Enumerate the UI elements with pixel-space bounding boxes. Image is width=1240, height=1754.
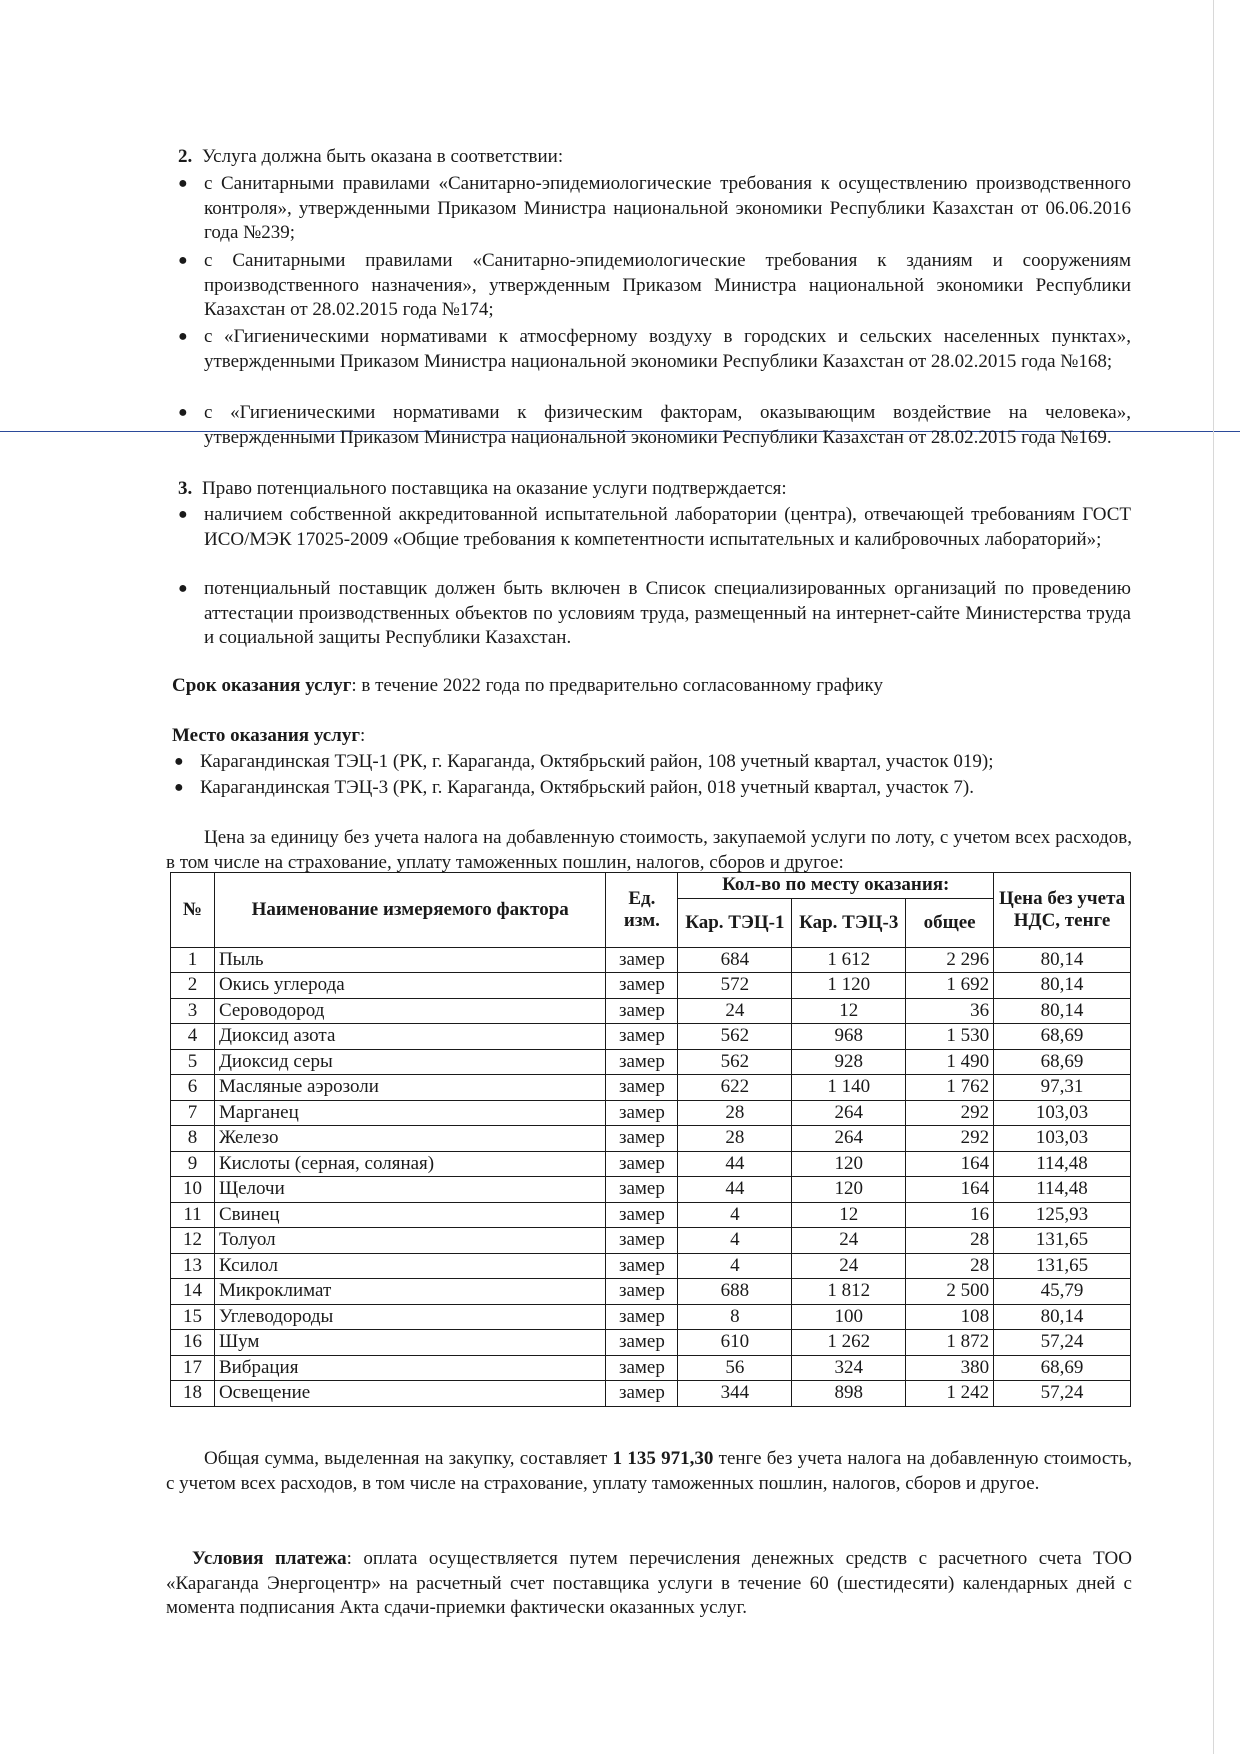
payment-terms [166, 1547, 1132, 1621]
cell-tec3: 968 [792, 1024, 906, 1050]
total-sum-amount: 1 135 971,30 [612, 1448, 714, 1469]
table-row [171, 1304, 1131, 1330]
cell-price: 68,69 [994, 1024, 1131, 1050]
cell-tec1: 4 [678, 1228, 792, 1254]
col-header-tec1: Кар. ТЭЦ-1 [678, 898, 792, 947]
cell-name: Толуол [214, 1228, 605, 1254]
bullet-item [178, 577, 1131, 651]
table-row [171, 1330, 1131, 1356]
col-header-num: № [171, 873, 215, 948]
cell-name: Диоксид азота [214, 1024, 605, 1050]
cell-tec3: 1 612 [792, 947, 906, 973]
bullet-text: потенциальный поставщик должен быть включен в Список специализированных организаций по проведению аттестации производственных объектов по условиям труда, размещенный на интернет-сайте Министерства труда и социальной защиты Республики Казахстан. [204, 578, 1131, 648]
table-row [171, 1253, 1131, 1279]
cell-total: 36 [906, 998, 994, 1024]
cell-num: 17 [171, 1355, 215, 1381]
cell-unit: замер [606, 1304, 678, 1330]
cell-price: 57,24 [994, 1381, 1131, 1407]
cell-name: Щелочи [214, 1177, 605, 1203]
cell-price: 68,69 [994, 1355, 1131, 1381]
bullet-item [178, 401, 1131, 450]
cell-total: 28 [906, 1228, 994, 1254]
cell-tec1: 4 [678, 1253, 792, 1279]
cell-tec3: 928 [792, 1049, 906, 1075]
cell-tec3: 24 [792, 1228, 906, 1254]
cell-name: Ксилол [214, 1253, 605, 1279]
service-term-text: : в течение 2022 года по предварительно согласованному графику [351, 675, 883, 696]
place-item-text: Карагандинская ТЭЦ-3 (РК, г. Караганда, Октябрьский район, 018 учетный квартал, участок 7). [200, 777, 974, 798]
table-row [171, 947, 1131, 973]
service-term-label: Срок оказания услуг [172, 675, 352, 696]
cell-num: 14 [171, 1279, 215, 1305]
cell-price: 68,69 [994, 1049, 1131, 1075]
cell-num: 15 [171, 1304, 215, 1330]
cell-price: 103,03 [994, 1100, 1131, 1126]
table-row [171, 1381, 1131, 1407]
cell-name: Микроклимат [214, 1279, 605, 1305]
bullet-text: с «Гигиеническими нормативами к атмосферному воздуху в городских и сельских населенных пунктах», утвержденными Приказом Министра национальной экономики Республики Казахстан от 28.02.2015 года №168; [204, 326, 1131, 372]
cell-num: 13 [171, 1253, 215, 1279]
cell-price: 80,14 [994, 973, 1131, 999]
cell-num: 16 [171, 1330, 215, 1356]
cell-total: 1 530 [906, 1024, 994, 1050]
cell-name: Кислоты (серная, соляная) [214, 1151, 605, 1177]
bullet-icon: ● [178, 175, 188, 192]
cell-unit: замер [606, 998, 678, 1024]
cell-tec3: 120 [792, 1151, 906, 1177]
cell-tec1: 56 [678, 1355, 792, 1381]
cell-price: 80,14 [994, 1304, 1131, 1330]
cell-unit: замер [606, 1381, 678, 1407]
cell-tec3: 324 [792, 1355, 906, 1381]
cell-tec1: 610 [678, 1330, 792, 1356]
cell-num: 4 [171, 1024, 215, 1050]
service-place-label: Место оказания услуг [172, 725, 360, 746]
cell-price: 103,03 [994, 1126, 1131, 1152]
cell-num: 8 [171, 1126, 215, 1152]
cell-price: 80,14 [994, 947, 1131, 973]
cell-num: 7 [171, 1100, 215, 1126]
cell-price: 97,31 [994, 1075, 1131, 1101]
cell-tec3: 264 [792, 1100, 906, 1126]
cell-unit: замер [606, 1202, 678, 1228]
payment-label: Условия платежа [192, 1548, 347, 1569]
cell-tec3: 24 [792, 1253, 906, 1279]
cell-name: Свинец [214, 1202, 605, 1228]
col-header-name: Наименование измеряемого фактора [214, 873, 605, 948]
table-row [171, 1202, 1131, 1228]
col-header-unit: Ед. изм. [606, 873, 678, 948]
cell-price: 57,24 [994, 1330, 1131, 1356]
cell-price: 131,65 [994, 1228, 1131, 1254]
bullet-item [178, 325, 1131, 374]
cell-num: 12 [171, 1228, 215, 1254]
bullet-icon: ● [178, 328, 188, 345]
place-item-text: Карагандинская ТЭЦ-1 (РК, г. Караганда, Октябрьский район, 108 учетный квартал, участок 019); [200, 751, 994, 772]
cell-unit: замер [606, 1330, 678, 1356]
cell-unit: замер [606, 973, 678, 999]
cell-total: 164 [906, 1151, 994, 1177]
cell-tec1: 688 [678, 1279, 792, 1305]
table-row [171, 1126, 1131, 1152]
cell-name: Железо [214, 1126, 605, 1152]
cell-unit: замер [606, 1279, 678, 1305]
bullet-item [178, 172, 1131, 246]
table-row [171, 1355, 1131, 1381]
cell-num: 11 [171, 1202, 215, 1228]
col-header-total: общее [906, 898, 994, 947]
cell-tec1: 8 [678, 1304, 792, 1330]
bullet-item [178, 249, 1131, 323]
cell-tec1: 562 [678, 1024, 792, 1050]
cell-tec3: 264 [792, 1126, 906, 1152]
cell-tec1: 44 [678, 1177, 792, 1203]
price-table-body [171, 947, 1131, 1406]
cell-total: 16 [906, 1202, 994, 1228]
cell-name: Сероводород [214, 998, 605, 1024]
cell-tec3: 1 140 [792, 1075, 906, 1101]
cell-tec1: 622 [678, 1075, 792, 1101]
cell-unit: замер [606, 1177, 678, 1203]
cell-total: 292 [906, 1126, 994, 1152]
place-item [174, 776, 1140, 801]
col-header-tec3: Кар. ТЭЦ-3 [792, 898, 906, 947]
cell-total: 28 [906, 1253, 994, 1279]
payment-text: : оплата осуществляется путем перечисления денежных средств с расчетного счета ТОО «Караганда Энергоцентр» на расчетный счет поставщика услуги в течение 60 (шестидесяти) календарных дней с момента подписания Акта сдачи-приемки фактически оказанных услуг. [166, 1548, 1132, 1618]
cell-total: 380 [906, 1355, 994, 1381]
cell-name: Пыль [214, 947, 605, 973]
cell-price: 114,48 [994, 1177, 1131, 1203]
bullet-item [178, 503, 1131, 552]
bullet-text: с Санитарными правилами «Санитарно-эпидемиологические требования к зданиям и сооружениям производственного назначения», утвержденным Приказом Министра национальной экономики Республики Казахстан от 28.02.2015 года №174; [204, 250, 1131, 320]
cell-tec3: 12 [792, 998, 906, 1024]
table-row [171, 1024, 1131, 1050]
bullet-icon: ● [178, 506, 188, 523]
cell-name: Окись углерода [214, 973, 605, 999]
cell-unit: замер [606, 1100, 678, 1126]
cell-num: 3 [171, 998, 215, 1024]
section-2-text: Услуга должна быть оказана в соответствии: [202, 146, 564, 167]
cell-num: 5 [171, 1049, 215, 1075]
cell-unit: замер [606, 1024, 678, 1050]
table-row [171, 1228, 1131, 1254]
cell-name: Освещение [214, 1381, 605, 1407]
cell-price: 131,65 [994, 1253, 1131, 1279]
cell-tec3: 1 120 [792, 973, 906, 999]
cell-tec1: 24 [678, 998, 792, 1024]
price-table [170, 872, 1131, 1407]
cell-num: 6 [171, 1075, 215, 1101]
cell-price: 80,14 [994, 998, 1131, 1024]
bullet-icon: ● [174, 779, 184, 796]
section-3-number: 3. [178, 478, 193, 499]
cell-tec3: 12 [792, 1202, 906, 1228]
bullet-text: с «Гигиеническими нормативами к физическим факторам, оказывающим воздействие на человека», утвержденными Приказом Министра национальной экономики Республики Казахстан от 28.02.2015 года №169. [204, 402, 1131, 448]
table-row [171, 1177, 1131, 1203]
cell-tec1: 28 [678, 1100, 792, 1126]
cell-name: Шум [214, 1330, 605, 1356]
bullet-text: с Санитарными правилами «Санитарно-эпидемиологические требования к осуществлению производственного контроля», утвержденными Приказом Министра национальной экономики Республики Казахстан от 06.06.2016 года №239; [204, 173, 1131, 243]
section-3-text: Право потенциального поставщика на оказание услуги подтверждается: [202, 478, 787, 499]
table-row [171, 1151, 1131, 1177]
cell-num: 18 [171, 1381, 215, 1407]
cell-total: 292 [906, 1100, 994, 1126]
table-row [171, 1279, 1131, 1305]
cell-total: 2 296 [906, 947, 994, 973]
cell-tec3: 100 [792, 1304, 906, 1330]
cell-unit: замер [606, 1126, 678, 1152]
cell-tec1: 684 [678, 947, 792, 973]
cell-total: 164 [906, 1177, 994, 1203]
cell-num: 10 [171, 1177, 215, 1203]
section-2-number: 2. [178, 146, 193, 167]
table-row [171, 998, 1131, 1024]
cell-name: Углеводороды [214, 1304, 605, 1330]
table-row [171, 1100, 1131, 1126]
service-place-heading [172, 724, 1132, 749]
service-place-colon: : [359, 725, 366, 746]
cell-tec3: 120 [792, 1177, 906, 1203]
cell-name: Марганец [214, 1100, 605, 1126]
cell-price: 45,79 [994, 1279, 1131, 1305]
cell-total: 108 [906, 1304, 994, 1330]
bullet-text: наличием собственной аккредитованной испытательной лаборатории (центра), отвечающей требованиям ГОСТ ИСО/МЭК 17025-2009 «Общие требования к компетентности испытательных и калибровочных лабораторий»; [204, 504, 1131, 550]
cell-price: 125,93 [994, 1202, 1131, 1228]
cell-total: 2 500 [906, 1279, 994, 1305]
bullet-icon: ● [178, 404, 188, 421]
cell-total: 1 872 [906, 1330, 994, 1356]
cell-unit: замер [606, 1228, 678, 1254]
cell-tec1: 562 [678, 1049, 792, 1075]
cell-total: 1 490 [906, 1049, 994, 1075]
total-sum [166, 1447, 1132, 1496]
place-item [174, 750, 1140, 775]
cell-total: 1 692 [906, 973, 994, 999]
bullet-icon: ● [178, 580, 188, 597]
cell-name: Вибрация [214, 1355, 605, 1381]
cell-num: 9 [171, 1151, 215, 1177]
bullet-icon: ● [178, 252, 188, 269]
cell-unit: замер [606, 1355, 678, 1381]
col-header-qty-group: Кол-во по месту оказания: [678, 873, 994, 899]
table-row [171, 1049, 1131, 1075]
table-row [171, 1075, 1131, 1101]
col-header-price: Цена без учета НДС, тенге [994, 873, 1131, 948]
price-intro: Цена за единицу без учета налога на добавленную стоимость, закупаемой услуги по лоту, с учетом всех расходов, в том числе на страхование, уплату таможенных пошлин, налогов, сборов и другое: [166, 827, 1132, 873]
cell-total: 1 242 [906, 1381, 994, 1407]
cell-unit: замер [606, 1151, 678, 1177]
cell-unit: замер [606, 1049, 678, 1075]
cell-name: Диоксид серы [214, 1049, 605, 1075]
table-row [171, 973, 1131, 999]
cell-tec3: 898 [792, 1381, 906, 1407]
cell-tec1: 4 [678, 1202, 792, 1228]
cell-num: 1 [171, 947, 215, 973]
total-sum-before: Общая сумма, выделенная на закупку, составляет [204, 1448, 613, 1469]
cell-num: 2 [171, 973, 215, 999]
cell-tec1: 28 [678, 1126, 792, 1152]
cell-name: Масляные аэрозоли [214, 1075, 605, 1101]
cell-unit: замер [606, 947, 678, 973]
cell-tec3: 1 812 [792, 1279, 906, 1305]
cell-price: 114,48 [994, 1151, 1131, 1177]
cell-unit: замер [606, 1075, 678, 1101]
service-term [172, 674, 1132, 699]
cell-tec1: 344 [678, 1381, 792, 1407]
cell-total: 1 762 [906, 1075, 994, 1101]
total-sum-after: тенге без учета налога на добавленную стоимость, с учетом всех расходов, в том числе на страхование, уплату таможенных пошлин, налогов, сборов и другое. [166, 1448, 1132, 1494]
cell-tec1: 44 [678, 1151, 792, 1177]
cell-unit: замер [606, 1253, 678, 1279]
cell-tec1: 572 [678, 973, 792, 999]
bullet-icon: ● [174, 753, 184, 770]
cell-tec3: 1 262 [792, 1330, 906, 1356]
page-edge-line [1213, 0, 1214, 1754]
